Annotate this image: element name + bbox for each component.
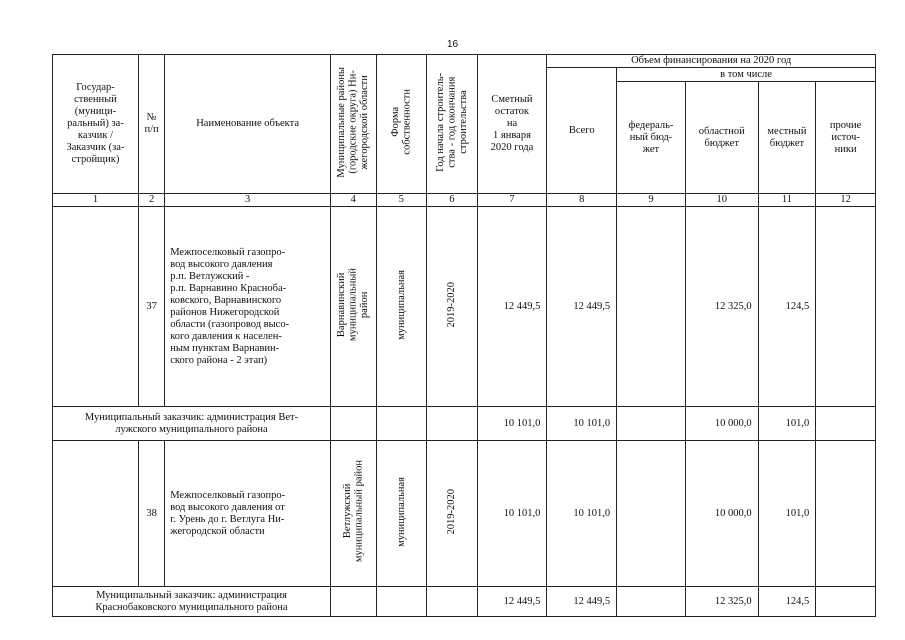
row-object-name: Межпоселковый газопро- вод высокого давления от г. Урень до г. Ветлуга Ни- жегородской области	[165, 441, 331, 587]
row-years: 2019-2020	[427, 441, 478, 587]
row-district: Варнавинский муниципальный район	[331, 207, 376, 407]
col-num-2: 2	[138, 194, 164, 207]
row-local: 124,5	[758, 207, 816, 407]
page-number: 16	[446, 39, 459, 50]
row-regional: 12 325,0	[685, 207, 758, 407]
row-num: 37	[138, 207, 164, 407]
column-number-row	[53, 194, 876, 207]
customer-row	[53, 587, 876, 617]
customer-ownership	[376, 587, 427, 617]
customer-total: 12 449,5	[547, 587, 617, 617]
header-customer: Государ- ственный (муници- pальный) за- казчик / Заказчик (за- стройщик)	[53, 55, 139, 194]
customer-label: Муниципальный заказчик: администрация Вет- лужского муниципального района	[53, 407, 331, 441]
row-num: 38	[138, 441, 164, 587]
row-total: 12 449,5	[547, 207, 617, 407]
customer-district	[331, 587, 376, 617]
col-num-10: 10	[685, 194, 758, 207]
header-federal: федераль- ный бюд- жет	[617, 82, 686, 194]
row-estimated-balance: 10 101,0	[477, 441, 547, 587]
col-num-7: 7	[477, 194, 547, 207]
table-row	[53, 441, 876, 587]
header-total: Всего	[547, 68, 617, 194]
customer-estimated-balance: 10 101,0	[477, 407, 547, 441]
table-row	[53, 207, 876, 407]
col-num-11: 11	[758, 194, 816, 207]
col-num-3: 3	[165, 194, 331, 207]
row-estimated-balance: 12 449,5	[477, 207, 547, 407]
row-federal	[617, 207, 686, 407]
col-num-1: 1	[53, 194, 139, 207]
row-ownership: муниципальная	[376, 207, 427, 407]
header-local: местный бюджет	[758, 82, 816, 194]
row-customer	[53, 441, 139, 587]
row-years: 2019-2020	[427, 207, 478, 407]
col-num-9: 9	[617, 194, 686, 207]
customer-local: 124,5	[758, 587, 816, 617]
customer-other	[816, 587, 876, 617]
header-other: прочие источ- ники	[816, 82, 876, 194]
row-federal	[617, 441, 686, 587]
customer-total: 10 101,0	[547, 407, 617, 441]
customer-row	[53, 407, 876, 441]
customer-local: 101,0	[758, 407, 816, 441]
header-estimated-balance: Сметный остаток на 1 января 2020 года	[477, 55, 547, 194]
customer-federal	[617, 407, 686, 441]
customer-label: Муниципальный заказчик: администрация Краснобаковского муниципального района	[53, 587, 331, 617]
row-regional: 10 000,0	[685, 441, 758, 587]
header-regional: областной бюджет	[685, 82, 758, 194]
customer-district	[331, 407, 376, 441]
row-other	[816, 441, 876, 587]
row-ownership: муниципальная	[376, 441, 427, 587]
customer-years	[427, 407, 478, 441]
header-ownership-form: Форма собственности	[376, 55, 427, 194]
header-object-name: Наименование объекта	[165, 55, 331, 194]
row-district: Ветлужский муниципальный район	[331, 441, 376, 587]
row-object-name: Межпоселковый газопро- вод высокого давления р.п. Ветлужский - р.п. Варнавино Красноба- ковского, Варнавинского районов Нижегородской области (газопровод высо- кого давления к населен- ным пунктам Варнавин- ского района - 2 этап)	[165, 207, 331, 407]
row-local: 101,0	[758, 441, 816, 587]
header-municipal-districts: Муниципальные районы (городские округа) Ни- жегородской области	[331, 55, 376, 194]
header-financing-volume: Объем финансирования на 2020 год	[547, 55, 876, 68]
customer-regional: 12 325,0	[685, 587, 758, 617]
header-row-1	[53, 55, 876, 68]
customer-other	[816, 407, 876, 441]
row-customer	[53, 207, 139, 407]
customer-federal	[617, 587, 686, 617]
col-num-4: 4	[331, 194, 376, 207]
investment-table	[52, 54, 876, 617]
col-num-12: 12	[816, 194, 876, 207]
header-including: в том числе	[617, 68, 876, 82]
header-num: № п/п	[138, 55, 164, 194]
customer-years	[427, 587, 478, 617]
col-num-6: 6	[427, 194, 478, 207]
customer-estimated-balance: 12 449,5	[477, 587, 547, 617]
header-construction-years: Год начала строитель- ства - год окончания строительства	[427, 55, 478, 194]
row-total: 10 101,0	[547, 441, 617, 587]
row-other	[816, 207, 876, 407]
customer-regional: 10 000,0	[685, 407, 758, 441]
col-num-5: 5	[376, 194, 427, 207]
col-num-8: 8	[547, 194, 617, 207]
customer-ownership	[376, 407, 427, 441]
